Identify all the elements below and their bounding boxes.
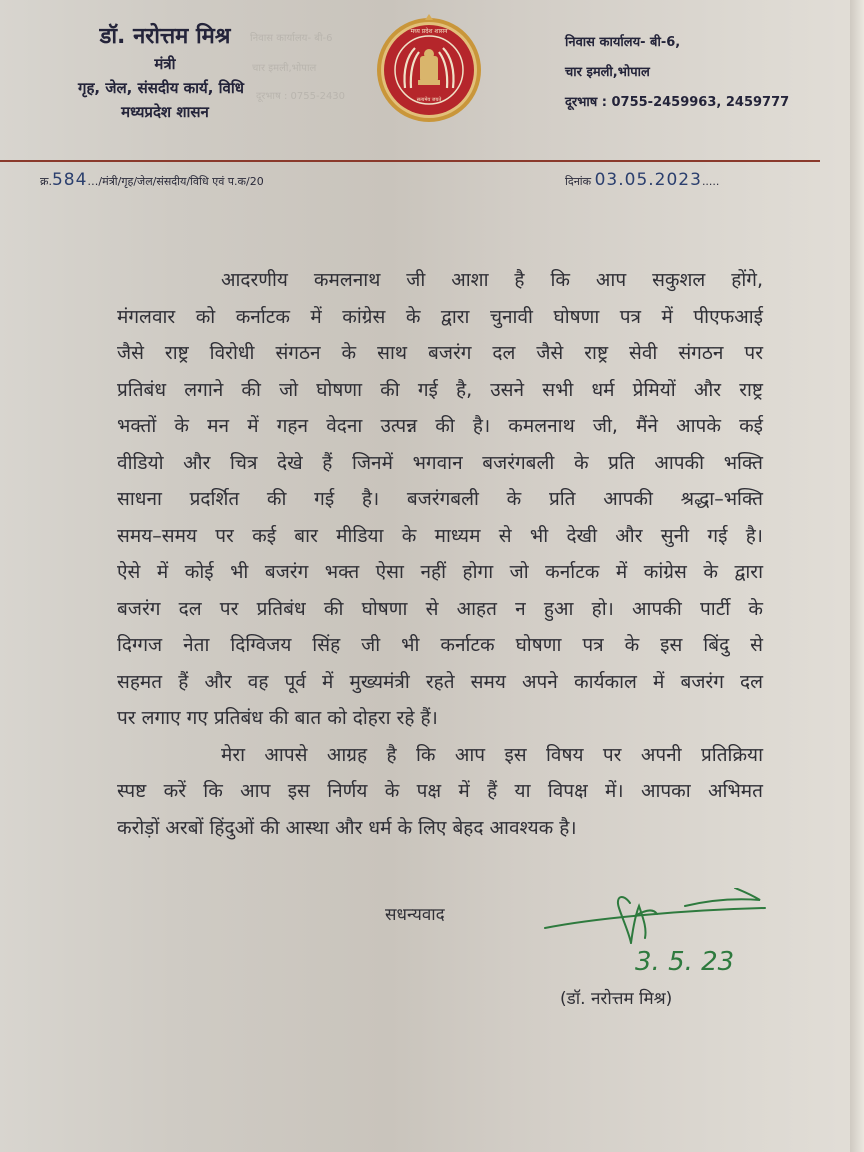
signatory-name: (डॉ. नरोत्तम मिश्र) <box>560 989 673 1009</box>
government-name: मध्यप्रदेश शासन <box>121 103 209 121</box>
office-phone: दूरभाष : 0755-2459963, 2459777 <box>565 95 790 110</box>
reference-suffix: …/मंत्री/गृह/जेल/संसदीय/विधि एवं प.क/20 <box>87 175 264 188</box>
svg-text:मध्य प्रदेश शासन: मध्य प्रदेश शासन <box>410 28 448 35</box>
body-line: सहमत हैं और वह पूर्व में मुख्यमंत्री रहते समय अपने कार्यकाल में बजरंग दल <box>117 670 763 693</box>
body-line: समय–समय पर कई बार मीडिया के माध्यम से भी देखी और सुनी गई है। <box>117 524 763 547</box>
office-address-line2: चार इमली,भोपाल <box>565 65 650 80</box>
letterhead-right <box>565 28 789 118</box>
letter-body <box>117 262 763 846</box>
bleed-through-text: चार इमली,भोपाल <box>252 63 317 74</box>
signature-date: 3. 5. 23 <box>635 947 735 977</box>
body-line: स्पष्ट करें कि आप इस निर्णय के पक्ष में हैं या विपक्ष में। आपका अभिमत <box>117 780 763 802</box>
reference-prefix: क्र. <box>40 175 52 188</box>
body-line: बजरंग दल पर प्रतिबंध की घोषणा से आहत न हुआ हो। आपकी पार्टी के <box>117 597 763 620</box>
closing-salutation: सधन्यवाद <box>385 905 445 925</box>
reference-number <box>40 170 264 190</box>
letterhead-left <box>60 22 270 124</box>
svg-text:सत्यमेव जयते: सत्यमेव जयते <box>416 97 442 103</box>
body-line: करोड़ों अरबों हिंदुओं की आस्था और धर्म के लिए बेहद आवश्यक है। <box>117 816 577 839</box>
body-line: ऐसे में कोई भी बजरंग भक्त ऐसा नहीं होगा जो कर्नाटक में कांग्रेस के द्वारा <box>117 561 763 583</box>
date-handwritten-value: 03.05.2023 <box>594 170 702 190</box>
body-line: साधना प्रदर्शित की गई है। बजरंगबली के प्रति आपकी श्रद्धा–भक्ति <box>117 488 763 510</box>
body-line: वीडियो और चित्र देखे हैं जिनमें भगवान बजरंगबली के प्रति आपकी भक्ति <box>117 451 763 474</box>
minister-designation: मंत्री <box>154 55 176 73</box>
date-dots: ..... <box>701 175 720 188</box>
body-line: आदरणीय कमलनाथ जी आशा है कि आप सकुशल होंगे, <box>221 269 763 291</box>
body-line: भक्तों के मन में गहन वेदना उत्पन्न की है। कमलनाथ जी, मैंने आपके कई <box>117 415 763 437</box>
minister-departments: गृह, जेल, संसदीय कार्य, विधि <box>78 79 244 97</box>
letter-date <box>565 170 719 190</box>
paper-edge <box>850 0 864 1152</box>
handwritten-signature <box>535 888 775 988</box>
mp-government-emblem-icon <box>368 14 490 126</box>
date-label: दिनांक <box>565 175 592 188</box>
office-address-line1: निवास कार्यालय- बी-6, <box>565 35 681 50</box>
minister-name: डॉ. नरोत्तम मिश्र <box>99 24 231 49</box>
bleed-through-text: निवास कार्यालय- बी-6 <box>250 33 333 44</box>
body-line: मेरा आपसे आग्रह है कि आप इस विषय पर अपनी प्रतिक्रिया <box>221 743 763 766</box>
body-line: दिग्गज नेता दिग्विजय सिंह जी भी कर्नाटक घोषणा पत्र के इस बिंदु से <box>117 634 763 656</box>
body-line: प्रतिबंध लगाने की जो घोषणा की गई है, उसने सभी धर्म प्रेमियों और राष्ट्र <box>117 378 763 401</box>
bleed-through-text: दूरभाष : 0755-2430 <box>256 91 346 102</box>
reference-handwritten-number: 584 <box>51 170 88 190</box>
letterhead-divider <box>0 160 820 162</box>
body-line: पर लगाए गए प्रतिबंध की बात को दोहरा रहे हैं। <box>117 707 438 729</box>
body-line: मंगलवार को कर्नाटक में कांग्रेस के द्वारा चुनावी घोषणा पत्र में पीएफआई <box>117 305 763 328</box>
body-line: जैसे राष्ट्र विरोधी संगठन के साथ बजरंग दल जैसे राष्ट्र सेवी संगठन पर <box>117 342 763 364</box>
